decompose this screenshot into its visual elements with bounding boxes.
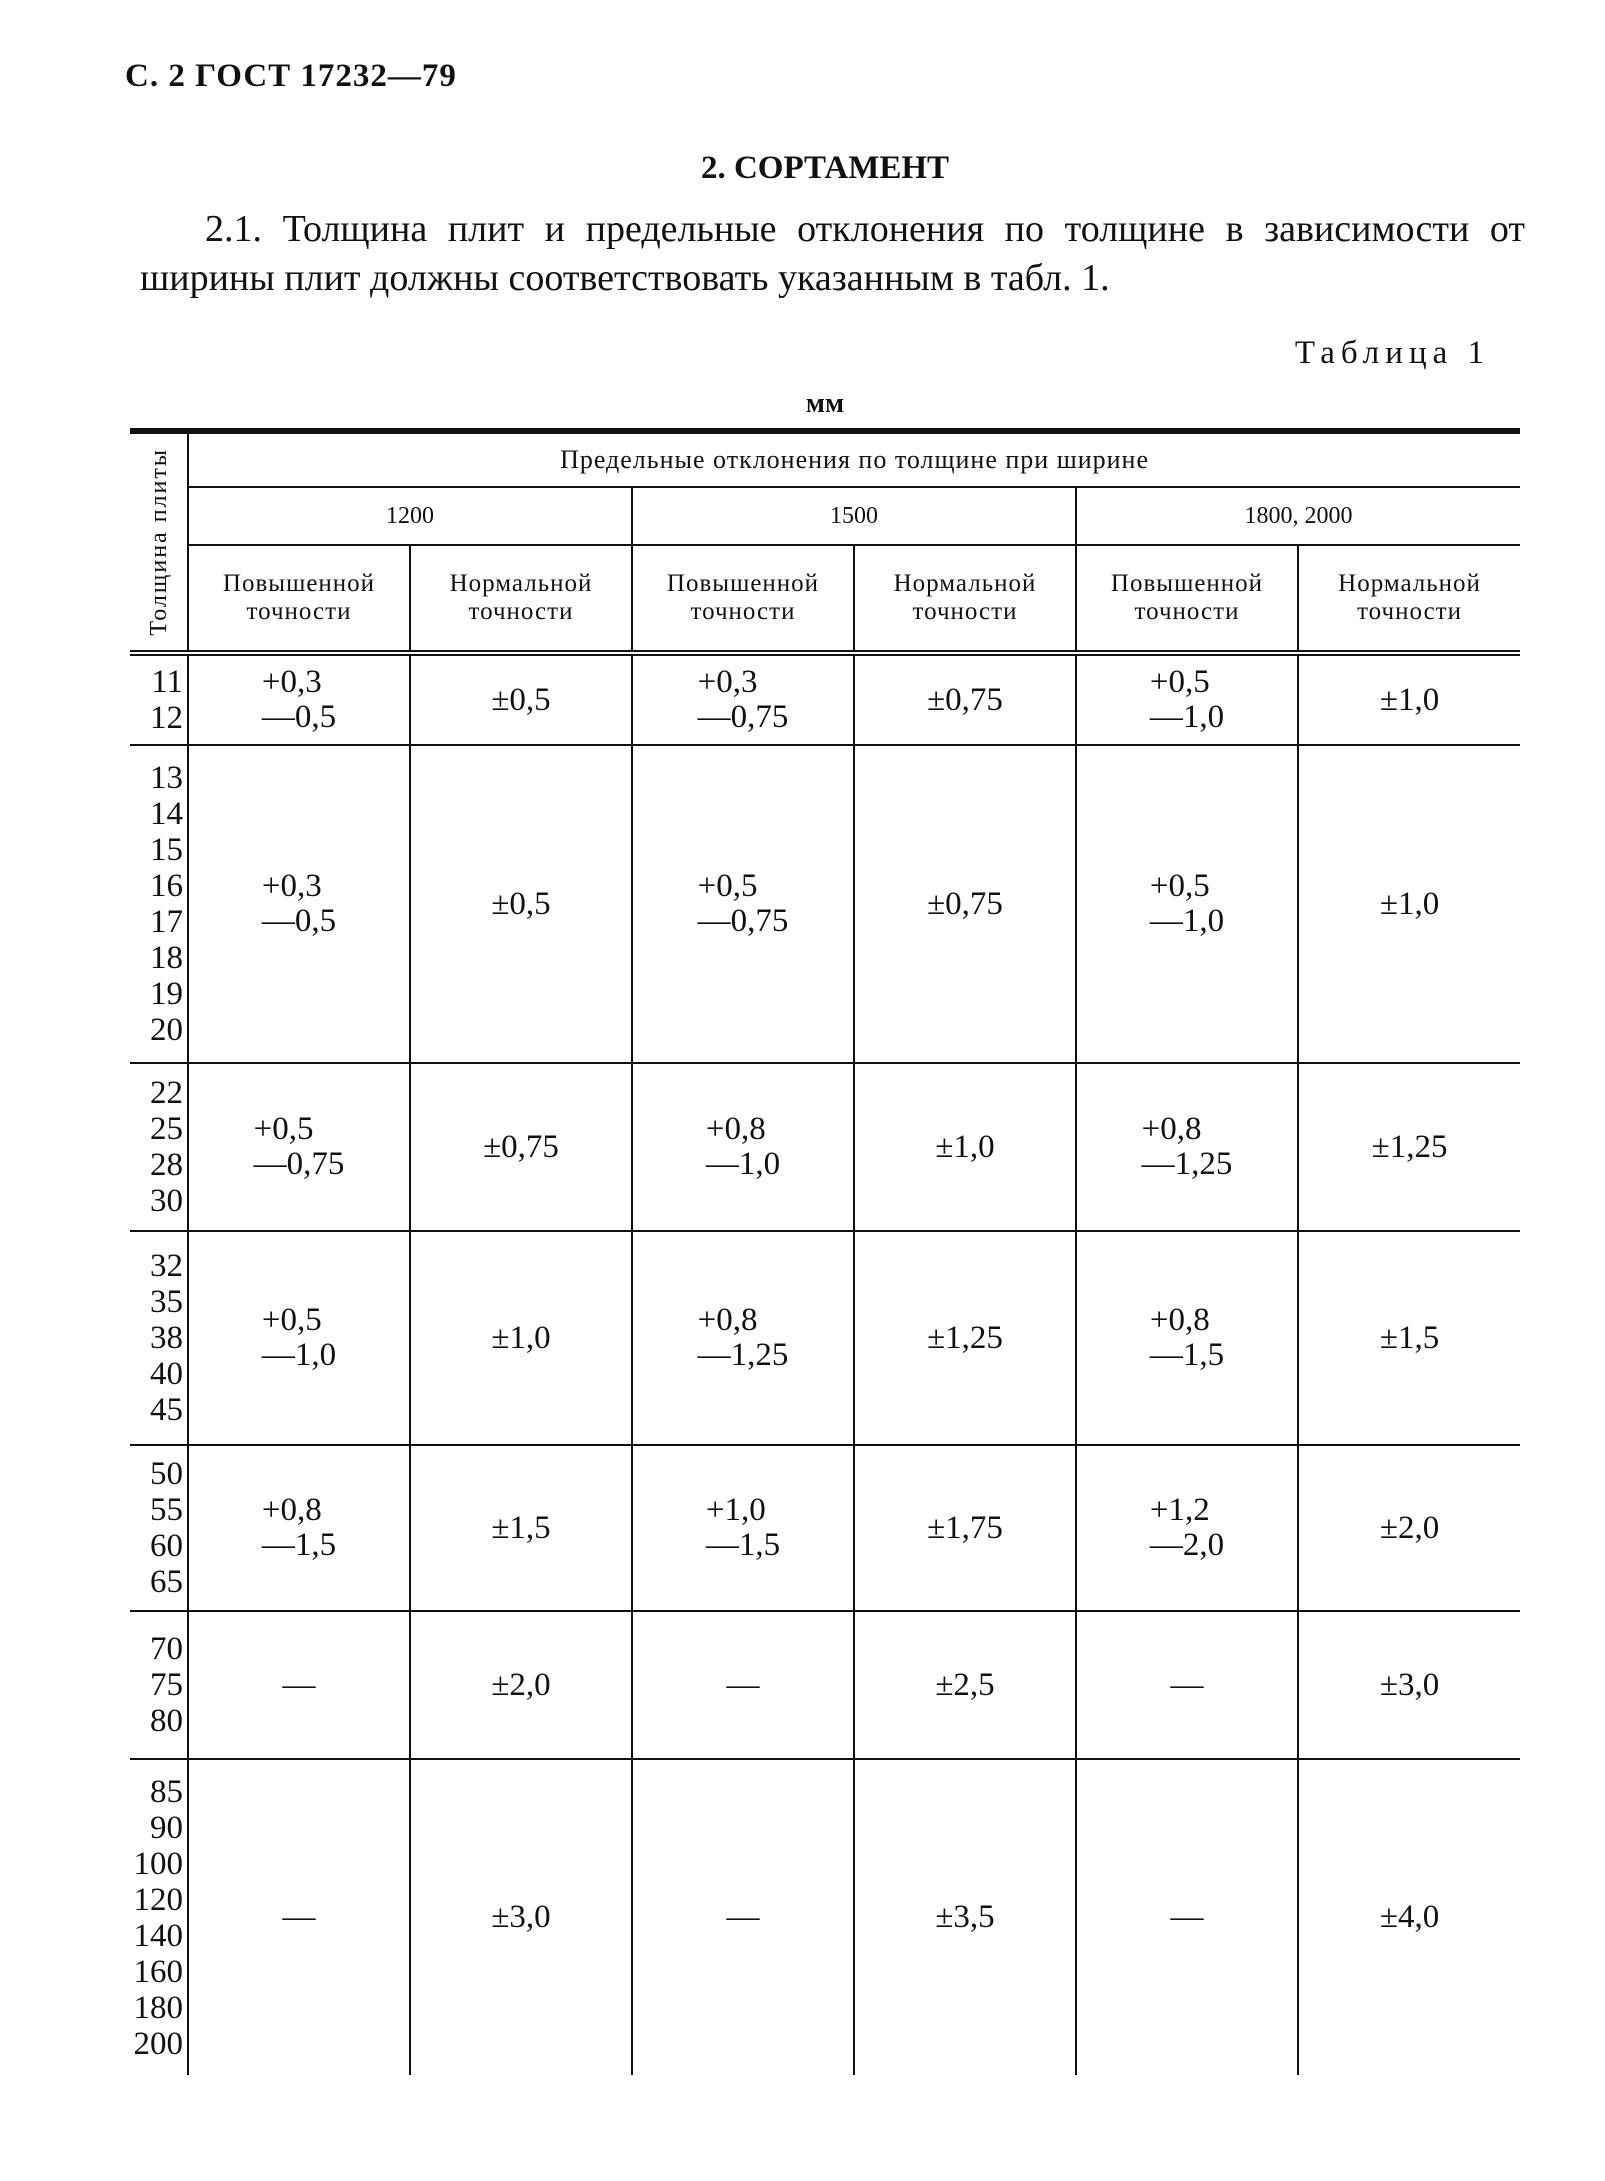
group-header: Предельные отклонения по толщине при ширине [188, 431, 1520, 487]
lower-deviation: —0,75 [697, 902, 789, 939]
thickness-value: 40 [150, 1356, 183, 1392]
upper-deviation: +0,8 [1149, 1301, 1210, 1338]
paragraph-2-1: 2.1. Толщина плит и предельные отклонения по толщине в зависимости от ширины плит должны соответствовать указанным в табл. 1. [140, 208, 1525, 299]
thickness-value: 32 [150, 1248, 183, 1284]
tolerance-cell [1298, 1611, 1520, 1759]
upper-deviation: +0,5 [261, 1301, 322, 1338]
tolerance-value: — [726, 1899, 760, 1935]
thickness-value: 100 [133, 1845, 183, 1882]
width-header-1500: 1500 [632, 487, 1076, 545]
lower-deviation: —1,0 [705, 1145, 781, 1182]
upper-deviation: +0,3 [261, 663, 322, 700]
tolerance-cell [632, 745, 854, 1063]
thickness-value: 160 [133, 1953, 183, 1990]
lower-deviation: —2,0 [1149, 1526, 1225, 1563]
lower-deviation: —0,5 [261, 698, 337, 735]
tolerance-cell [1298, 745, 1520, 1063]
thickness-cell [130, 653, 188, 745]
thickness-value: 17 [150, 904, 183, 940]
tolerance-cell [1076, 1759, 1298, 2075]
tolerance-value: ±1,25 [1371, 1128, 1448, 1165]
tolerance-cell [632, 653, 854, 745]
tolerance-cell [1298, 1445, 1520, 1611]
tolerance-value: ±1,25 [927, 1319, 1003, 1356]
thickness-value: 70 [150, 1631, 183, 1667]
lower-deviation: —1,25 [697, 1336, 789, 1373]
tolerance-cell [1076, 1611, 1298, 1759]
tolerance-pair [698, 869, 789, 939]
tolerance-pair [1150, 665, 1224, 735]
tolerance-cell [188, 745, 410, 1063]
tolerance-cell [188, 1231, 410, 1445]
thickness-cell [130, 1445, 188, 1611]
tolerance-cell [1076, 1231, 1298, 1445]
thickness-value: 90 [150, 1809, 183, 1846]
thickness-value: 60 [150, 1528, 183, 1564]
tolerance-pair [706, 1493, 780, 1563]
upper-deviation: +0,3 [261, 867, 322, 904]
tolerance-cell [854, 1759, 1076, 2075]
tolerance-value: ±0,75 [483, 1128, 559, 1165]
thickness-value: 30 [150, 1183, 183, 1219]
tolerance-pair [262, 869, 336, 939]
lower-deviation: —1,0 [1149, 902, 1225, 939]
tolerance-cell [410, 745, 632, 1063]
tolerance-pair [1150, 1303, 1224, 1373]
tolerance-value: ±1,0 [1379, 885, 1440, 922]
tolerance-cell [1298, 1231, 1520, 1445]
tolerance-cell [854, 1445, 1076, 1611]
tolerance-value: — [1170, 1899, 1204, 1935]
tolerance-pair [1142, 1112, 1233, 1182]
upper-deviation: +0,5 [1149, 663, 1210, 700]
precision-header-normal: Нормальной точности [1298, 545, 1520, 653]
thickness-value: 140 [133, 1917, 183, 1954]
lower-deviation: —0,5 [261, 902, 337, 939]
tolerance-cell [854, 745, 1076, 1063]
tolerance-value: ±1,75 [927, 1509, 1003, 1546]
tolerance-value: ±2,0 [491, 1666, 551, 1703]
table-row [130, 745, 1520, 1063]
tolerance-value: ±0,75 [927, 681, 1003, 718]
thickness-value: 11 [151, 664, 183, 700]
upper-deviation: +0,8 [697, 1301, 758, 1338]
tolerance-pair [262, 1303, 336, 1373]
tolerance-value: — [726, 1666, 760, 1703]
thickness-value: 50 [150, 1456, 183, 1492]
tolerance-pair [262, 1493, 336, 1563]
thickness-value: 200 [133, 2025, 183, 2062]
thickness-value: 18 [150, 940, 183, 976]
tolerance-table [130, 428, 1520, 2075]
width-header-1200: 1200 [188, 487, 632, 545]
thickness-value: 28 [150, 1147, 183, 1183]
tolerance-cell [1298, 653, 1520, 745]
tolerance-value: ±1,0 [1379, 681, 1440, 718]
tolerance-cell [1076, 1063, 1298, 1231]
thickness-value: 22 [150, 1075, 183, 1111]
lower-deviation: —1,5 [705, 1526, 781, 1563]
tolerance-value: ±1,0 [491, 1319, 551, 1356]
tolerance-cell [410, 1445, 632, 1611]
thickness-cell [130, 1063, 188, 1231]
tolerance-pair [262, 665, 336, 735]
thickness-value: 55 [150, 1492, 183, 1528]
tolerance-cell [410, 653, 632, 745]
thickness-value: 45 [150, 1392, 183, 1428]
section-title: 2. СОРТАМЕНТ [700, 150, 950, 186]
thickness-value: 15 [150, 832, 183, 868]
table-row [130, 1231, 1520, 1445]
tolerance-value: ±3,0 [491, 1899, 551, 1935]
lower-deviation: —1,0 [1149, 698, 1225, 735]
thickness-value: 25 [150, 1111, 183, 1147]
tolerance-cell [410, 1759, 632, 2075]
thickness-value: 80 [150, 1703, 183, 1739]
table-row [130, 1063, 1520, 1231]
tolerance-cell [188, 1445, 410, 1611]
tolerance-pair [254, 1112, 345, 1182]
thickness-cell [130, 1231, 188, 1445]
tolerance-cell [854, 653, 1076, 745]
tolerance-pair [1150, 1493, 1224, 1563]
thickness-value: 12 [150, 700, 183, 736]
tolerance-cell [1298, 1759, 1520, 2075]
tolerance-cell [1076, 745, 1298, 1063]
thickness-value: 38 [150, 1320, 183, 1356]
tolerance-value: ±0,5 [491, 885, 551, 922]
tolerance-value: — [282, 1666, 316, 1703]
upper-deviation: +0,8 [1141, 1110, 1202, 1147]
tolerance-cell [188, 1759, 410, 2075]
tolerance-cell [188, 1611, 410, 1759]
table-row [130, 1611, 1520, 1759]
tolerance-cell [854, 1611, 1076, 1759]
tolerance-value: ±2,5 [935, 1666, 995, 1703]
precision-header-normal: Нормальной точности [410, 545, 632, 653]
tolerance-value: ±0,75 [927, 885, 1003, 922]
page-header: С. 2 ГОСТ 17232—79 [125, 58, 457, 94]
table-caption: Таблица 1 [1294, 335, 1490, 371]
tolerance-cell [1076, 1445, 1298, 1611]
tolerance-cell [410, 1231, 632, 1445]
lower-deviation: —1,5 [261, 1526, 337, 1563]
table-row [130, 653, 1520, 745]
tolerance-cell [632, 1611, 854, 1759]
upper-deviation: +0,5 [253, 1110, 314, 1147]
upper-deviation: +1,0 [705, 1491, 766, 1528]
thickness-cell [130, 1759, 188, 2075]
tolerance-value: — [282, 1899, 316, 1935]
thickness-value: 85 [150, 1773, 183, 1810]
thickness-value: 35 [150, 1284, 183, 1320]
precision-header-increased: Повышенной точности [1076, 545, 1298, 653]
precision-header-normal: Нормальной точности [854, 545, 1076, 653]
tolerance-value: ±2,0 [1379, 1509, 1440, 1546]
tolerance-cell [632, 1063, 854, 1231]
tolerance-pair [1150, 869, 1224, 939]
upper-deviation: +0,8 [261, 1491, 322, 1528]
tolerance-value: ±1,5 [491, 1509, 551, 1546]
thickness-value: 65 [150, 1564, 183, 1600]
tolerance-cell [1298, 1063, 1520, 1231]
table-row [130, 1445, 1520, 1611]
thickness-value: 16 [150, 868, 183, 904]
tolerance-pair [698, 665, 789, 735]
thickness-cell [130, 745, 188, 1063]
lower-deviation: —1,25 [1141, 1145, 1233, 1182]
table-body [130, 653, 1520, 2075]
tolerance-cell [1076, 653, 1298, 745]
tolerance-cell [854, 1063, 1076, 1231]
tolerance-pair [706, 1112, 780, 1182]
upper-deviation: +0,5 [1149, 867, 1210, 904]
thickness-value: 75 [150, 1667, 183, 1703]
table-unit: мм [805, 388, 845, 419]
table-row [130, 1759, 1520, 2075]
upper-deviation: +0,5 [697, 867, 758, 904]
lower-deviation: —1,0 [261, 1336, 337, 1373]
thickness-value: 13 [150, 760, 183, 796]
thickness-header-label: Толщина плиты [145, 448, 172, 636]
lower-deviation: —0,75 [253, 1145, 345, 1182]
tolerance-value: ±1,5 [1379, 1319, 1440, 1356]
width-header-1800-2000: 1800, 2000 [1076, 487, 1520, 545]
tolerance-cell [188, 653, 410, 745]
thickness-cell [130, 1611, 188, 1759]
thickness-column-header [130, 431, 188, 653]
upper-deviation: +1,2 [1149, 1491, 1210, 1528]
thickness-value: 19 [150, 976, 183, 1012]
tolerance-value: ±4,0 [1379, 1899, 1440, 1935]
tolerance-cell [854, 1231, 1076, 1445]
upper-deviation: +0,8 [705, 1110, 766, 1147]
tolerance-value: ±0,5 [491, 681, 551, 718]
thickness-value: 14 [150, 796, 183, 832]
tolerance-value: ±3,5 [935, 1899, 995, 1935]
tolerance-cell [188, 1063, 410, 1231]
tolerance-cell [632, 1759, 854, 2075]
tolerance-cell [410, 1063, 632, 1231]
tolerance-value: ±3,0 [1379, 1666, 1440, 1703]
tolerance-cell [632, 1445, 854, 1611]
thickness-value: 180 [133, 1989, 183, 2026]
upper-deviation: +0,3 [697, 663, 758, 700]
precision-header-increased: Повышенной точности [632, 545, 854, 653]
lower-deviation: —1,5 [1149, 1336, 1225, 1373]
tolerance-value: ±1,0 [935, 1128, 995, 1165]
precision-header-increased: Повышенной точности [188, 545, 410, 653]
tolerance-value: — [1170, 1666, 1204, 1703]
lower-deviation: —0,75 [697, 698, 789, 735]
thickness-value: 120 [133, 1881, 183, 1918]
thickness-value: 20 [150, 1012, 183, 1048]
tolerance-cell [632, 1231, 854, 1445]
tolerance-cell [410, 1611, 632, 1759]
tolerance-pair [698, 1303, 789, 1373]
